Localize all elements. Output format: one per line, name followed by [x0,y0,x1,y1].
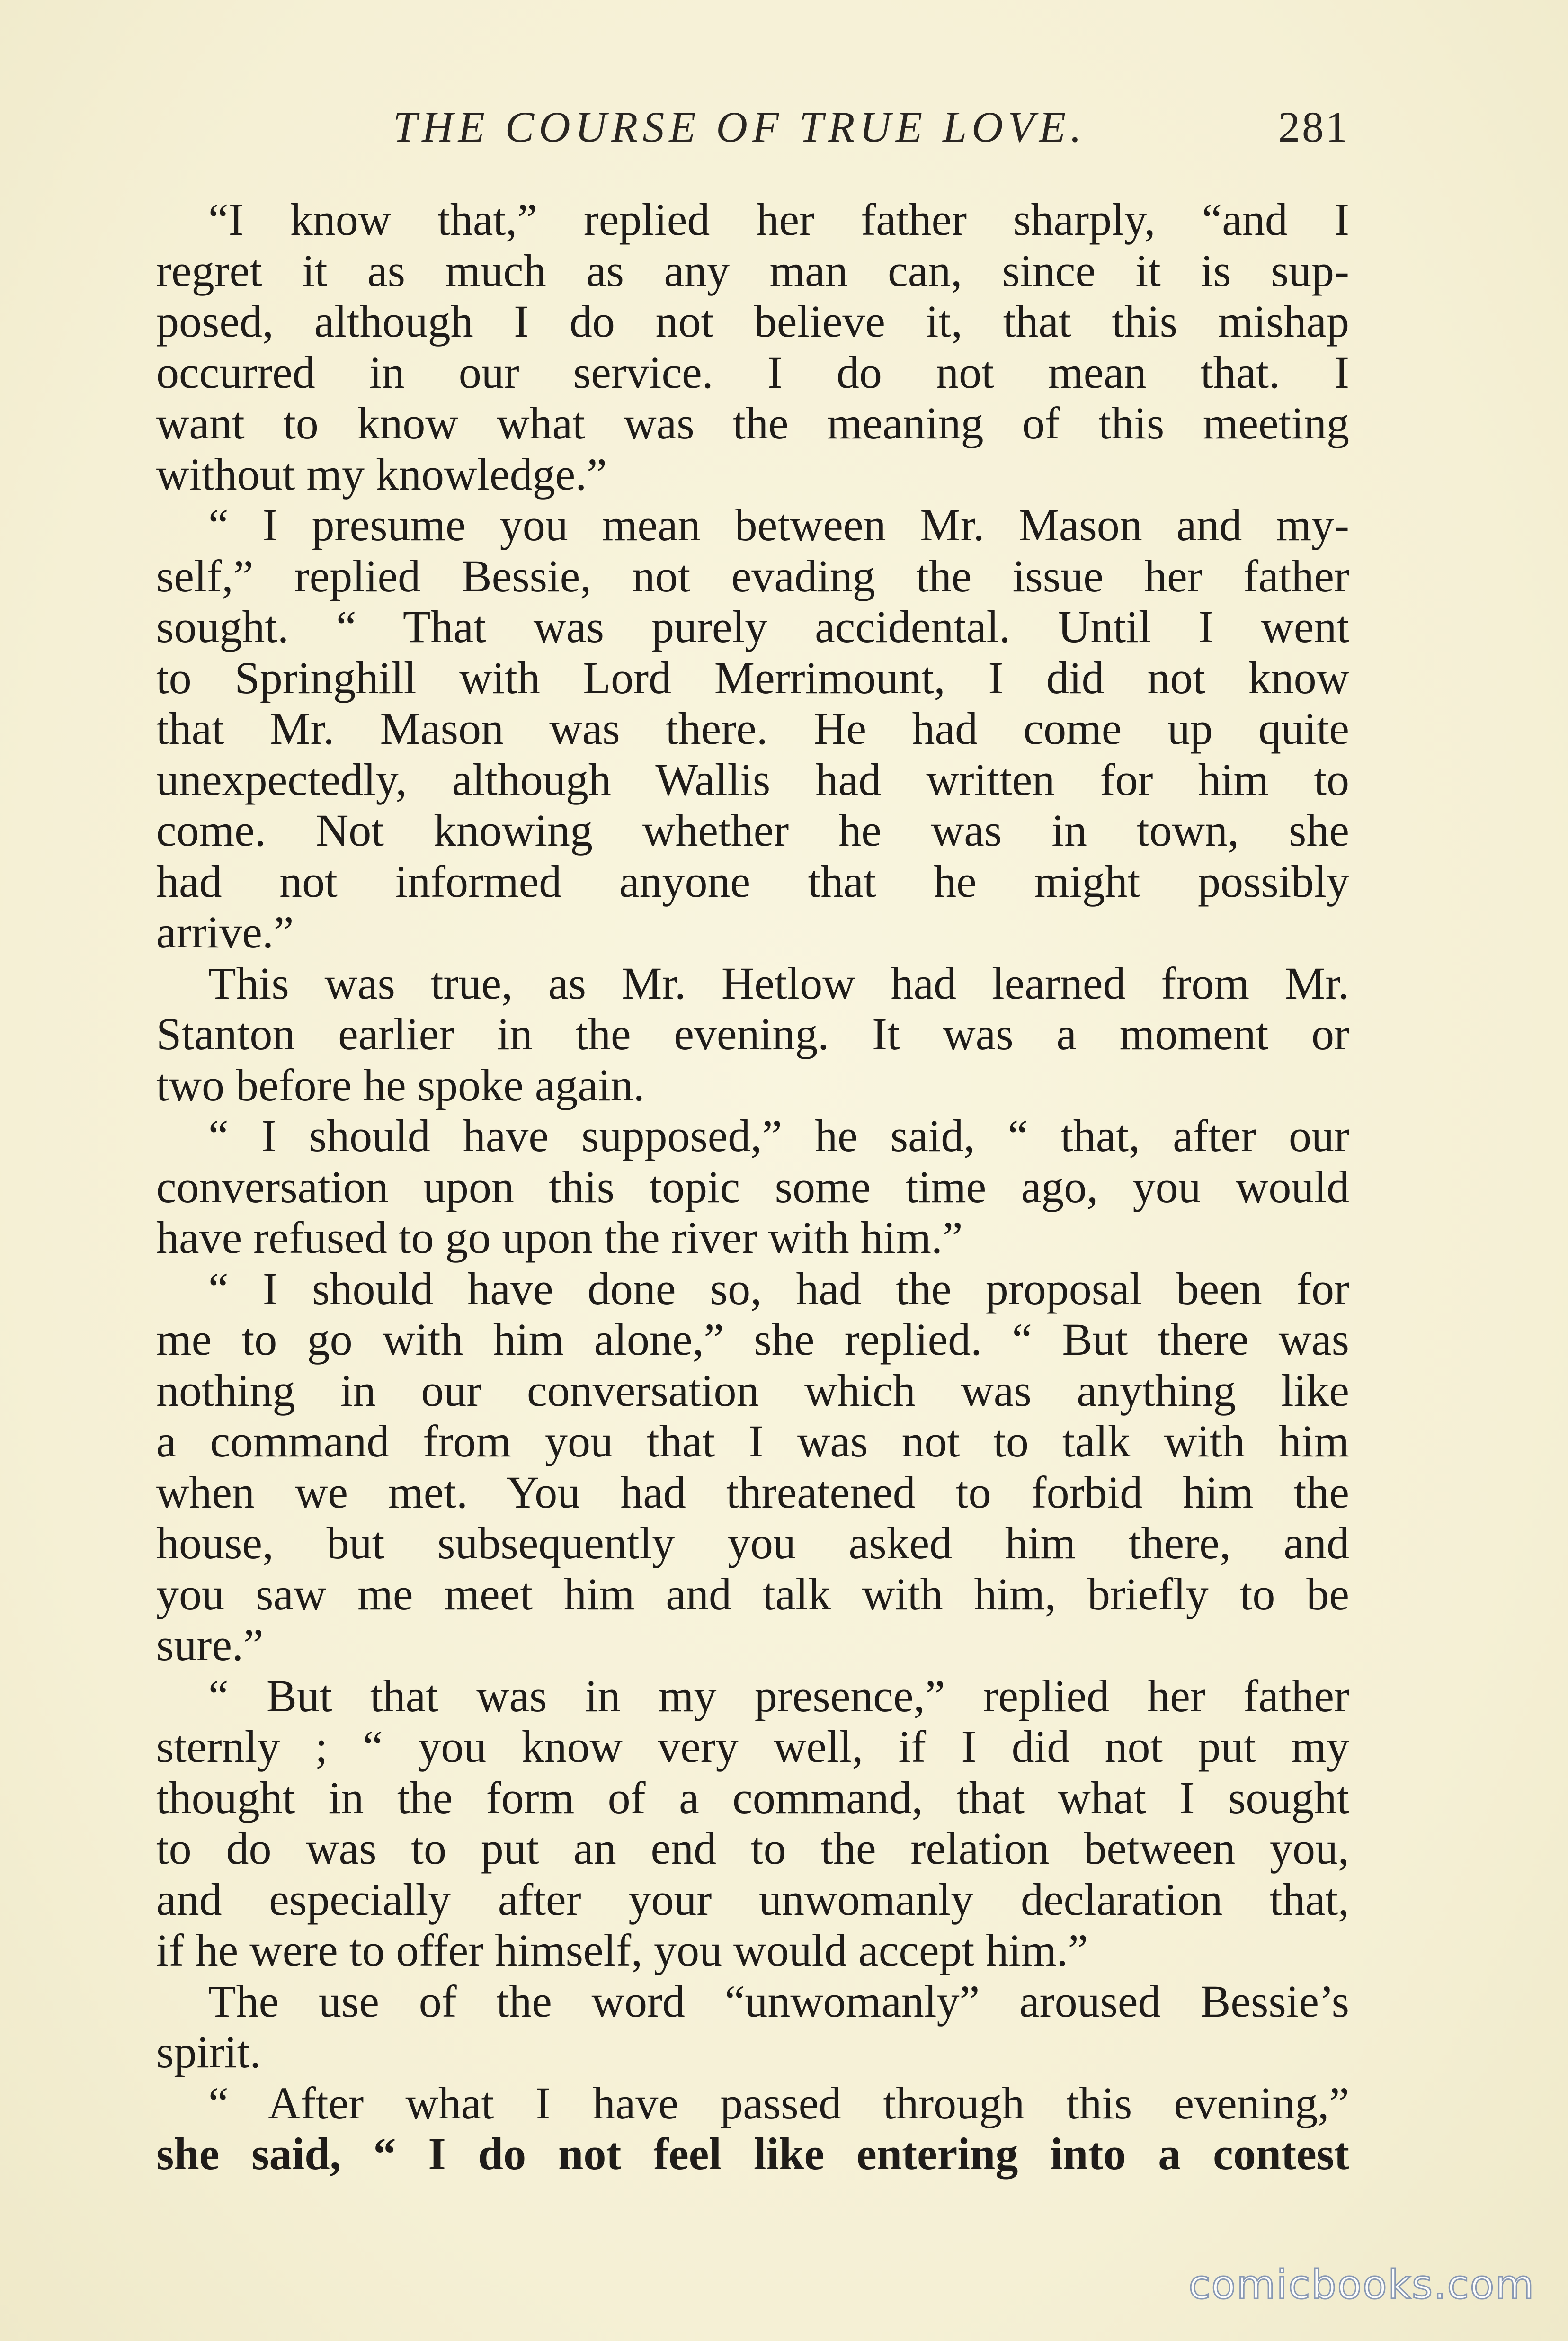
watermark: comicbooks.com [1188,2261,1535,2308]
text-line: thought in the form of a command, that what I sought [156,1772,1349,1823]
text-line: when we met. You had threatened to forbid him the [156,1466,1349,1518]
page-number: 281 [1278,103,1349,151]
text-line: and especially after your unwomanly declaration that, [156,1874,1349,1925]
text-line: that Mr. Mason was there. He had come up quite [156,703,1349,754]
text-line: arrive.” [156,907,294,957]
text-line: self,” replied Bessie, not evading the issue her father [156,550,1349,601]
text-line: This was true, as Mr. Hetlow had learned from Mr. [208,957,1349,1009]
text-line: unexpectedly, although Wallis had written for him to [156,754,1349,805]
running-title: THE COURSE OF TRUE LOVE. [393,103,1087,151]
text-line: “I know that,” replied her father sharply, “and I [208,194,1349,245]
text-line: to do was to put an end to the relation between you, [156,1823,1349,1874]
text-line: “ I should have done so, had the proposal been for [208,1263,1349,1314]
text-line: conversation upon this topic some time ago, you would [156,1161,1349,1212]
text-line: have refused to go upon the river with him.” [156,1212,963,1263]
text-line: if he were to offer himself, you would accept him.” [156,1925,1088,1975]
text-line: nothing in our conversation which was anything like [156,1365,1349,1416]
text-line: sure.” [156,1619,264,1670]
text-line: occurred in our service. I do not mean that. I [156,347,1349,398]
text-line: regret it as much as any man can, since it is sup- [156,245,1349,296]
text-line: “ I presume you mean between Mr. Mason and my- [208,500,1349,550]
text-line: you saw me meet him and talk with him, briefly to be [156,1568,1349,1619]
text-line: want to know what was the meaning of this meeting [156,398,1349,448]
text-line: spirit. [156,2027,261,2077]
text-line: sought. “ That was purely accidental. Until I went [156,601,1349,652]
text-line: sternly ; “ you know very well, if I did not put my [156,1721,1349,1772]
text-line: me to go with him alone,” she replied. “ But there was [156,1314,1349,1365]
page-header [156,102,1349,159]
text-line: come. Not knowing whether he was in town, she [156,805,1349,856]
text-line: had not informed anyone that he might possibly [156,856,1349,907]
text-line: “ I should have supposed,” he said, “ that, after our [208,1110,1349,1161]
body-text [156,194,1349,2180]
text-line: house, but subsequently you asked him there, and [156,1518,1349,1568]
text-line: “ After what I have passed through this evening,” [208,2077,1349,2128]
text-line: to Springhill with Lord Merrimount, I did not know [156,652,1349,703]
text-line: she said, “ I do not feel like entering into a contest [156,2128,1349,2179]
text-line: “ But that was in my presence,” replied her father [208,1670,1349,1721]
text-line: posed, although I do not believe it, that this mishap [156,296,1349,347]
text-line: Stanton earlier in the evening. It was a moment or [156,1009,1349,1059]
text-line: The use of the word “unwomanly” aroused Bessie’s [208,1975,1349,2027]
text-line: a command from you that I was not to talk with him [156,1416,1349,1466]
text-line: two before he spoke again. [156,1059,645,1110]
text-line: without my knowledge.” [156,448,607,500]
